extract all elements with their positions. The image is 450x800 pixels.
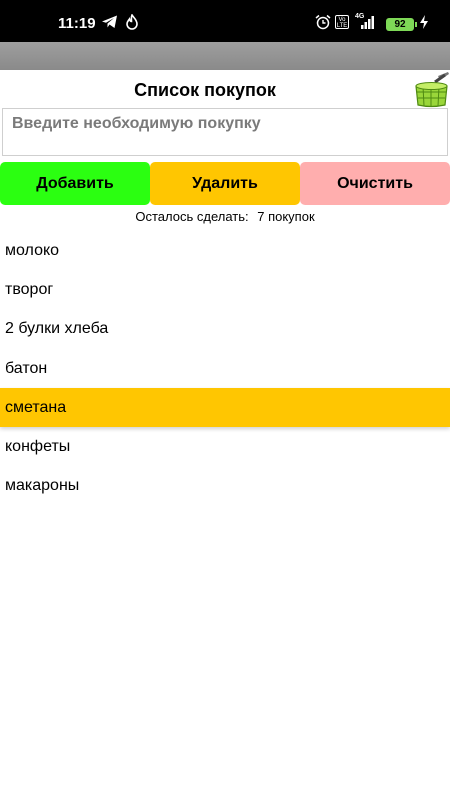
- purchase-input[interactable]: [3, 109, 447, 155]
- list-item-label: батон: [5, 359, 48, 377]
- list-item-label: конфеты: [5, 437, 71, 455]
- action-bar: [0, 42, 450, 70]
- telegram-icon: [101, 14, 119, 30]
- shopping-basket-icon: [412, 72, 450, 108]
- list-item-label: творог: [5, 281, 54, 299]
- list-item-label: сметана: [5, 398, 67, 416]
- battery-icon: 92: [386, 18, 414, 31]
- page-title: Список покупок: [134, 80, 276, 100]
- list-item[interactable]: [0, 349, 450, 388]
- network-type: 4G: [355, 13, 365, 20]
- list-item[interactable]: [0, 427, 450, 466]
- add-button[interactable]: Добавить: [0, 162, 150, 205]
- list-item-label: 2 булки хлеба: [5, 320, 109, 338]
- status-bar: [0, 0, 450, 42]
- list-item-label: молоко: [5, 242, 60, 259]
- remaining-count: 7 покупок: [257, 209, 315, 224]
- remaining-label: Осталось сделать:: [135, 209, 249, 224]
- delete-button[interactable]: Удалить: [150, 162, 300, 205]
- title-row: [0, 70, 450, 108]
- remaining-counter: [0, 209, 450, 224]
- list-item-selected[interactable]: [0, 388, 450, 427]
- fire-icon: [123, 14, 141, 30]
- clear-button[interactable]: Очистить: [300, 162, 450, 205]
- status-time: 11:19: [58, 15, 96, 32]
- alarm-icon: [314, 14, 332, 30]
- list-item-label: макароны: [5, 477, 80, 495]
- list-item[interactable]: [0, 231, 450, 270]
- list-item[interactable]: [0, 270, 450, 309]
- list-item[interactable]: [0, 309, 450, 348]
- volte-icon: Vo LTE: [336, 17, 348, 29]
- list-item[interactable]: [0, 466, 450, 505]
- signal-icon: [358, 14, 376, 30]
- purchase-input-box[interactable]: [2, 108, 448, 156]
- shopping-list: [0, 231, 450, 505]
- charging-icon: [415, 14, 433, 30]
